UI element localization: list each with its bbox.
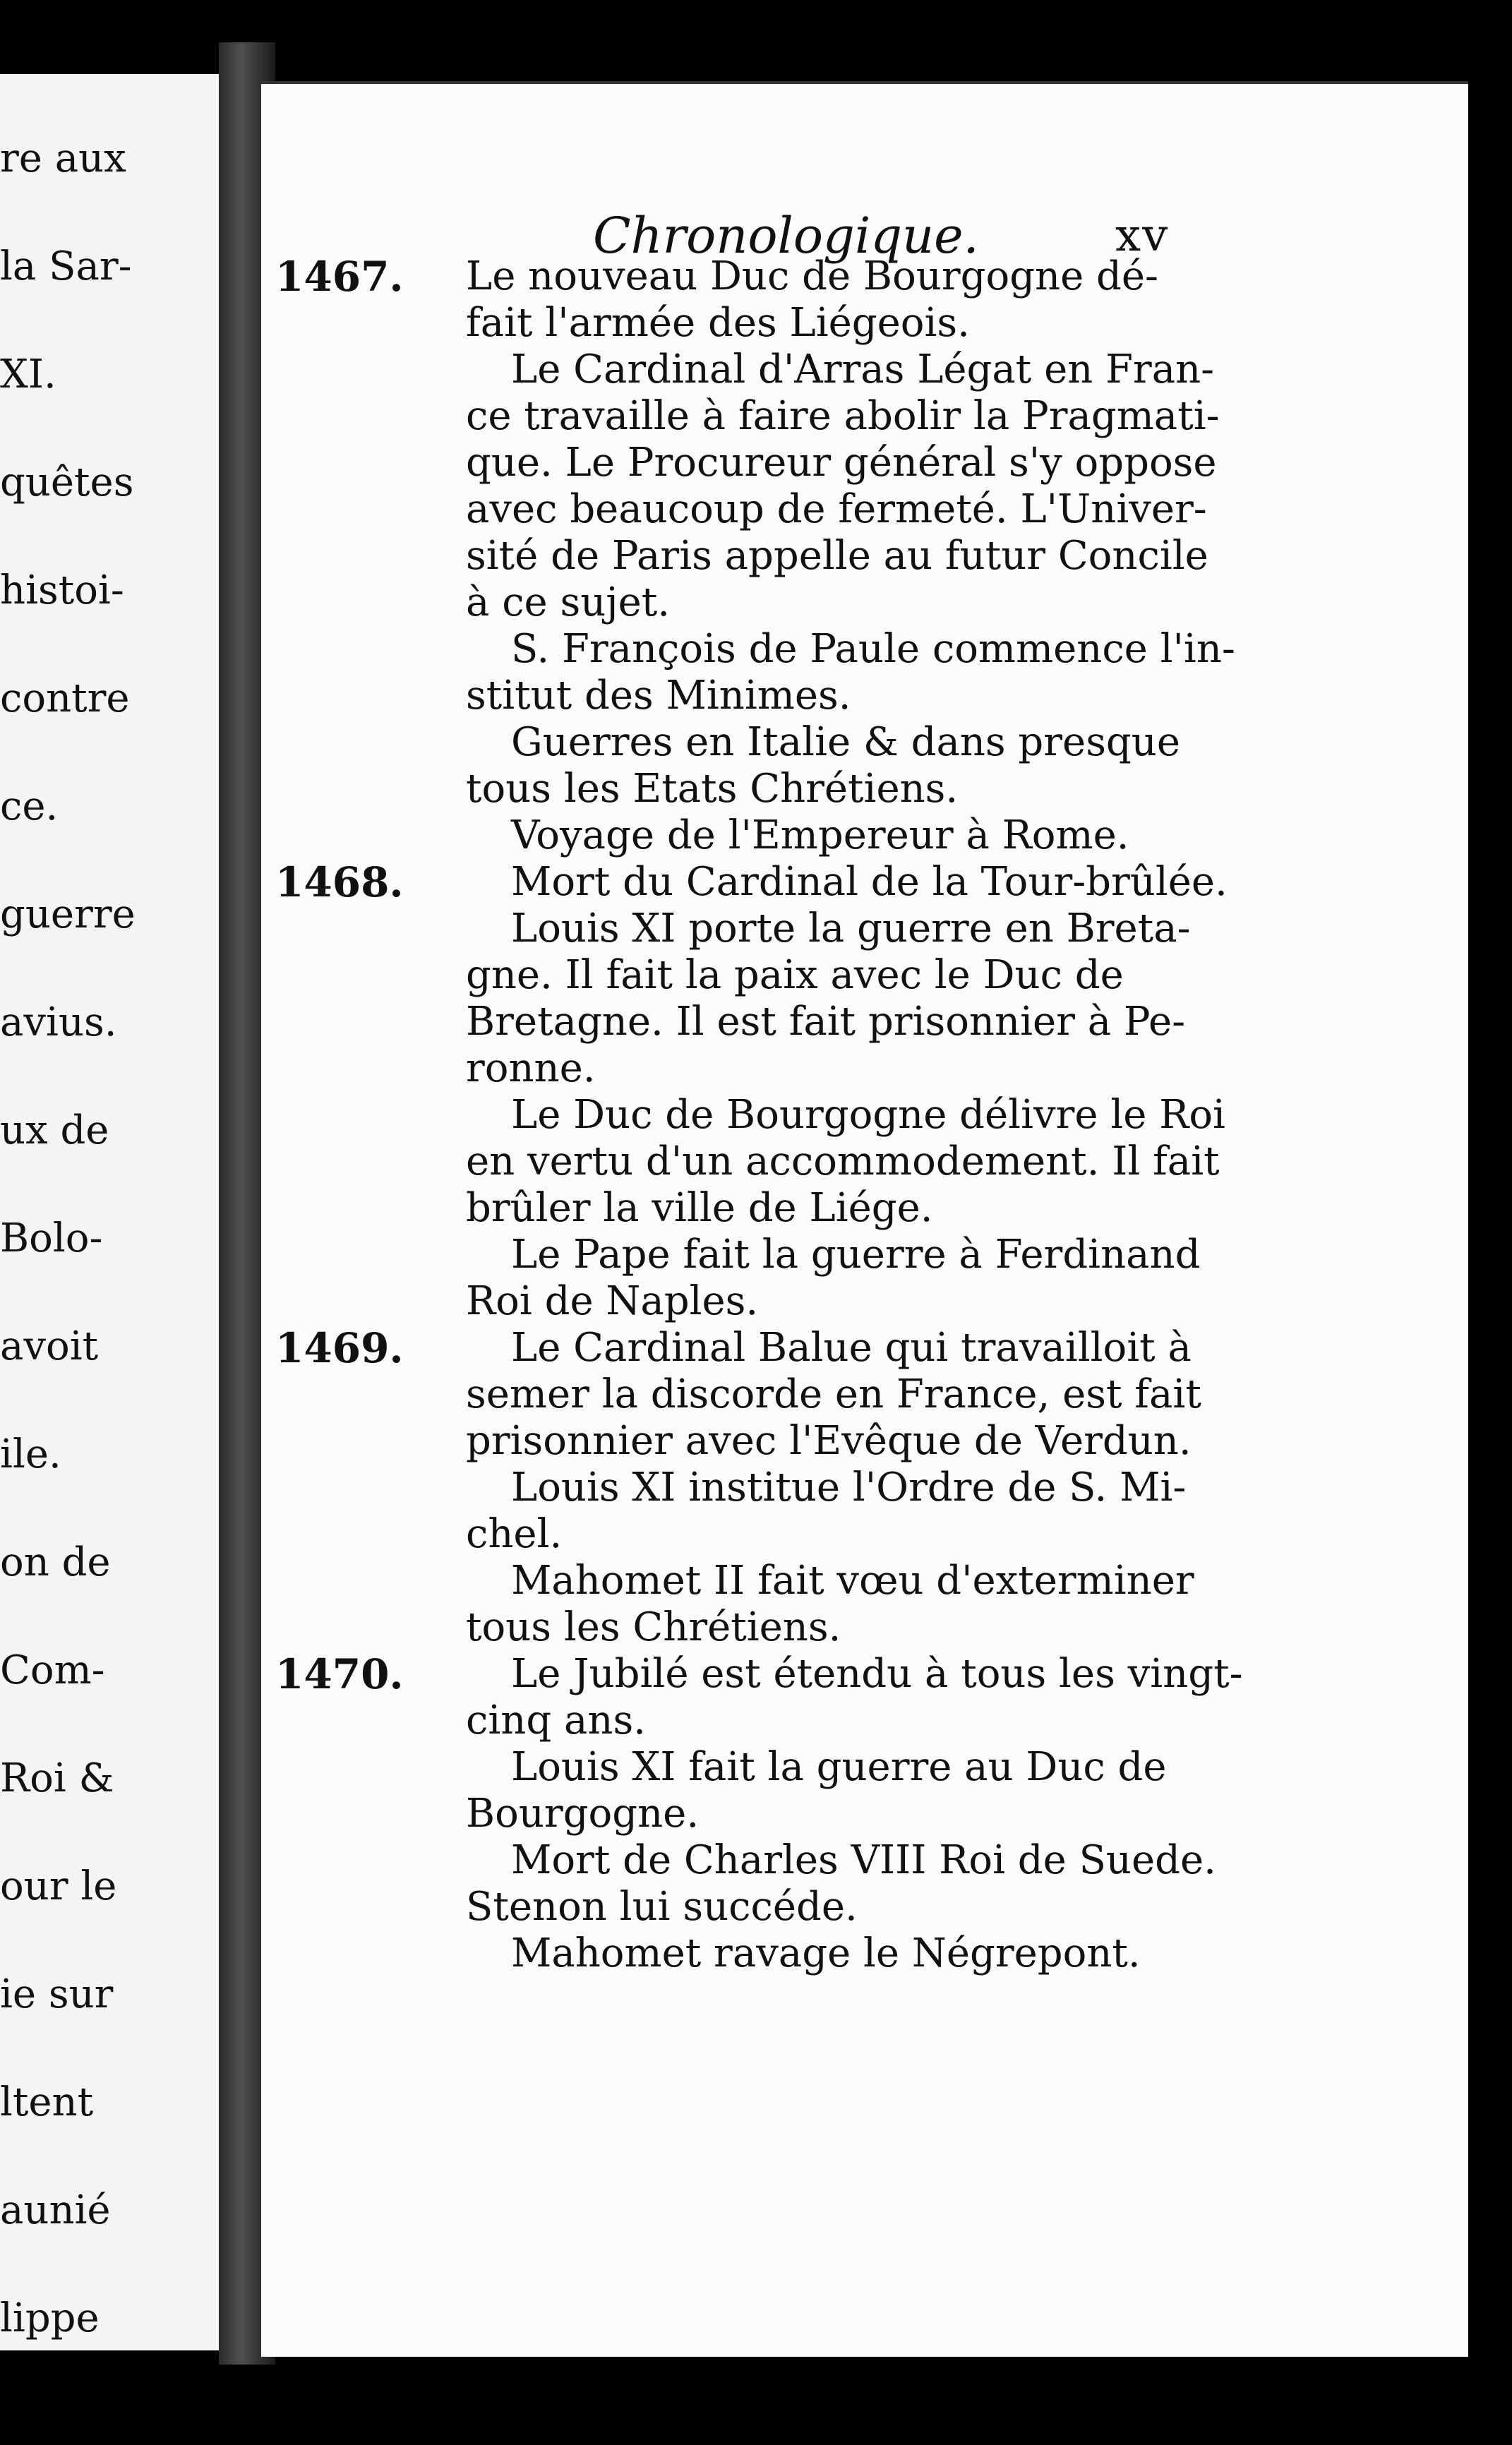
left-page-line-fragment: on de: [0, 1539, 111, 1585]
line-text: Le Jubilé est étendu à tous les vingt-: [511, 1651, 1243, 1697]
line-text: Louis XI porte la guerre en Breta-: [511, 906, 1191, 951]
line-text: stitut des Minimes.: [466, 673, 851, 719]
text-line: [466, 1558, 1440, 1604]
text-line: [466, 1232, 1440, 1278]
line-text: Bretagne. Il est fait prisonnier à Pe-: [466, 999, 1186, 1045]
line-text: Roi de Naples.: [466, 1278, 759, 1324]
left-page-line-fragment: ux de: [0, 1107, 109, 1153]
line-text: Le Cardinal d'Arras Légat en Fran-: [511, 347, 1215, 392]
left-page-fragment: [0, 74, 224, 2350]
line-text: ce travaille à faire abolir la Pragmati-: [466, 393, 1220, 439]
left-page-line-fragment: guerre: [0, 891, 136, 937]
text-line: [466, 347, 1440, 393]
text-line: [466, 1092, 1440, 1139]
left-page-line-fragment: lippe: [0, 2295, 100, 2341]
line-text: Mort du Cardinal de la Tour-brûlée.: [511, 859, 1228, 905]
line-text: Louis XI fait la guerre au Duc de: [511, 1744, 1167, 1790]
left-page-line-fragment: avius.: [0, 999, 117, 1045]
year-marker: 1469.: [275, 1324, 404, 1372]
text-line: [466, 533, 1440, 579]
left-page-line-fragment: XI.: [0, 352, 56, 397]
text-line: [466, 1837, 1440, 1884]
left-page-line-fragment: histoi-: [0, 567, 124, 613]
left-page-line-fragment: Com-: [0, 1647, 105, 1693]
line-text: fait l'armée des Liégeois.: [466, 300, 970, 346]
left-page-line-fragment: ltent: [0, 2079, 94, 2125]
line-text: semer la discorde en France, est fait: [466, 1371, 1201, 1417]
text-line: [275, 253, 1440, 301]
line-text: Le Pape fait la guerre à Ferdinand: [511, 1232, 1201, 1278]
line-text: avec beaucoup de fermeté. L'Univer-: [466, 486, 1207, 532]
text-line: [466, 1418, 1440, 1465]
line-text: en vertu d'un accommodement. Il fait: [466, 1139, 1220, 1184]
folio: xv: [1115, 210, 1170, 262]
text-line: [466, 812, 1440, 859]
year-marker: 1467.: [275, 253, 404, 301]
line-text: Bourgogne.: [466, 1791, 700, 1837]
text-line: [466, 1698, 1440, 1744]
line-text: tous les Chrétiens.: [466, 1604, 841, 1650]
left-page-line-fragment: re aux: [0, 136, 126, 181]
text-line: [466, 952, 1440, 999]
text-line: [466, 1744, 1440, 1791]
line-text: Le Cardinal Balue qui travailloit à: [511, 1325, 1192, 1371]
left-page-line-fragment: avoit: [0, 1323, 99, 1369]
line-text: tous les Etats Chrétiens.: [466, 766, 959, 812]
line-text: sité de Paris appelle au futur Concile: [466, 533, 1208, 579]
left-page-line-fragment: Bolo-: [0, 1215, 103, 1261]
text-line: [466, 300, 1440, 347]
left-page-line-fragment: ie sur: [0, 1971, 114, 2017]
text-line: [466, 1465, 1440, 1511]
text-line: [466, 673, 1440, 719]
text-line: [466, 999, 1440, 1045]
line-text: gne. Il fait la paix avec le Duc de: [466, 952, 1124, 998]
left-page-line-fragment: contre: [0, 675, 130, 721]
running-title: Chronologique.: [593, 207, 979, 265]
text-line: [466, 579, 1440, 626]
chronology-text: [275, 253, 1440, 1977]
left-page-line-fragment: quêtes: [0, 459, 134, 505]
line-text: Stenon lui succéde.: [466, 1884, 858, 1930]
text-line: [466, 1278, 1440, 1325]
line-text: Le Duc de Bourgogne délivre le Roi: [511, 1092, 1225, 1138]
line-text: ronne.: [466, 1045, 596, 1091]
line-text: Mahomet ravage le Négrepont.: [511, 1930, 1141, 1976]
line-text: Le nouveau Duc de Bourgogne dé-: [466, 253, 1158, 299]
text-line: [466, 1371, 1440, 1418]
left-page-line-fragment: ce.: [0, 783, 59, 829]
line-text: chel.: [466, 1511, 563, 1557]
text-line: [275, 1650, 1440, 1698]
line-text: cinq ans.: [466, 1698, 646, 1743]
left-page-line-fragment: aunié: [0, 2187, 111, 2233]
text-line: [466, 906, 1440, 952]
right-page: [261, 81, 1468, 2357]
line-text: à ce sujet.: [466, 579, 671, 625]
text-line: [466, 1511, 1440, 1558]
line-text: Louis XI institue l'Ordre de S. Mi-: [511, 1465, 1187, 1510]
text-line: [466, 1884, 1440, 1930]
text-line: [466, 1791, 1440, 1837]
line-text: brûler la ville de Liége.: [466, 1185, 933, 1231]
left-page-line-fragment: our le: [0, 1863, 117, 1909]
year-marker: 1468.: [275, 858, 404, 906]
text-line: [466, 393, 1440, 440]
left-page-line-fragment: Roi &: [0, 1755, 114, 1801]
line-text: que. Le Procureur général s'y oppose: [466, 440, 1217, 486]
left-page-line-fragment: la Sar-: [0, 244, 132, 289]
text-line: [466, 1185, 1440, 1232]
left-page-line-fragment: ile.: [0, 1431, 61, 1477]
text-line: [466, 766, 1440, 812]
text-line: [466, 486, 1440, 533]
line-text: Mahomet II fait vœu d'exterminer: [511, 1558, 1194, 1604]
text-line: [466, 1139, 1440, 1185]
line-text: Voyage de l'Empereur à Rome.: [511, 812, 1129, 858]
line-text: prisonnier avec l'Evêque de Verdun.: [466, 1418, 1192, 1464]
text-line: [275, 858, 1440, 906]
line-text: S. François de Paule commence l'in-: [511, 626, 1235, 672]
text-line: [466, 440, 1440, 486]
text-line: [466, 1045, 1440, 1092]
year-marker: 1470.: [275, 1650, 404, 1698]
text-line: [466, 1930, 1440, 1977]
text-line: [466, 626, 1440, 673]
text-line: [275, 1324, 1440, 1372]
line-text: Mort de Charles VIII Roi de Suede.: [511, 1837, 1216, 1883]
text-line: [466, 1604, 1440, 1651]
line-text: Guerres en Italie & dans presque: [511, 719, 1180, 765]
text-line: [466, 719, 1440, 766]
